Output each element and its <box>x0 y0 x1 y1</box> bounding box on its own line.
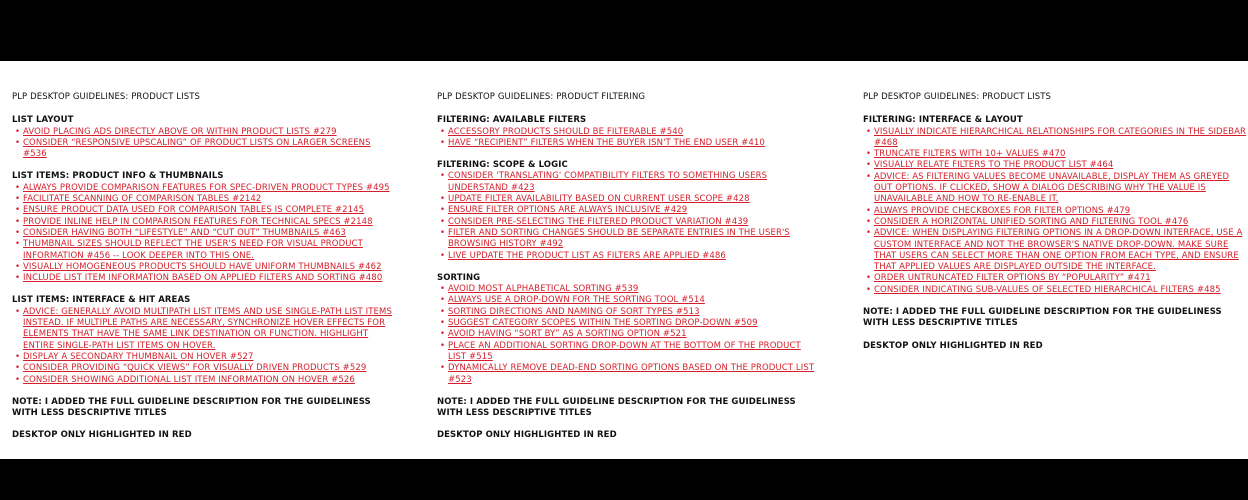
section-heading: FILTERING: INTERFACE & LAYOUT <box>863 115 1023 126</box>
section-sorting <box>437 273 821 386</box>
guideline-link[interactable]: • ADVICE: GENERALLY AVOID MULTIPATH LIST ITEMS AND USE SINGLE-PATH LIST ITEMS INSTEAD. IF MULTIPLE PATHS ARE NECESSARY, SYNCHRONIZE HOVER EFFECTS FOR ELEMENTS THAT HAVE THE SAME LINK DESTINATION OR FUNCTION. HIGHLIGHT ENTIRE SINGLE-PATH LIST ITEMS ON HOVER. <box>12 307 396 352</box>
desktop-legend: DESKTOP ONLY HIGHLIGHTED IN RED <box>12 430 192 441</box>
section-heading: LIST ITEMS: PRODUCT INFO & THUMBNAILS <box>12 171 224 182</box>
guideline-link[interactable]: • AVOID MOST ALPHABETICAL SORTING #539 <box>437 284 821 295</box>
guideline-link[interactable]: • CONSIDER SHOWING ADDITIONAL LIST ITEM INFORMATION ON HOVER #526 <box>12 375 396 386</box>
guideline-link[interactable]: • SORTING DIRECTIONS AND NAMING OF SORT TYPES #513 <box>437 307 821 318</box>
guideline-link[interactable]: • ADVICE: WHEN DISPLAYING FILTERING OPTIONS IN A DROP-DOWN INTERFACE, USE A CUSTOM INTERFACE AND NOT THE BROWSER'S NATIVE DROP-DOWN. MAKE SURE THAT USERS CAN SELECT MORE THAN ONE OPTION FROM EACH TYPE, AND ENSURE THAT APPLIED VALUES ARE DISPLAYED OUTSIDE THE INTERFACE. <box>863 228 1247 273</box>
guideline-link[interactable]: • TRUNCATE FILTERS WITH 10+ VALUES #470 <box>863 149 1247 160</box>
guideline-link[interactable]: • VISUALLY INDICATE HIERARCHICAL RELATIONSHIPS FOR CATEGORIES IN THE SIDEBAR #468 <box>863 127 1247 150</box>
section-heading: LIST LAYOUT <box>12 115 74 126</box>
section-scope-logic <box>437 160 821 262</box>
guideline-link[interactable]: • CONSIDER PRE-SELECTING THE FILTERED PRODUCT VARIATION #439 <box>437 217 821 228</box>
guideline-link[interactable]: • CONSIDER PROVIDING “QUICK VIEWS” FOR VISUALLY DRIVEN PRODUCTS #529 <box>12 363 396 374</box>
column-title: PLP DESKTOP GUIDELINES: PRODUCT LISTS <box>863 92 1052 102</box>
guideline-link[interactable]: • ALWAYS USE A DROP-DOWN FOR THE SORTING TOOL #514 <box>437 295 821 306</box>
guideline-link[interactable]: • PLACE AN ADDITIONAL SORTING DROP-DOWN AT THE BOTTOM OF THE PRODUCT LIST #515 <box>437 341 821 364</box>
guideline-list <box>437 171 821 261</box>
guideline-link[interactable]: • PROVIDE INLINE HELP IN COMPARISON FEATURES FOR TECHNICAL SPECS #2148 <box>12 217 396 228</box>
guideline-list <box>12 183 396 285</box>
guideline-link[interactable]: • ORDER UNTRUNCATED FILTER OPTIONS BY “POPULARITY” #471 <box>863 273 1247 284</box>
note-text: NOTE: I ADDED THE FULL GUIDELINE DESCRIPTION FOR THE GUIDELINESS WITH LESS DESCRIPTIVE TITLES <box>863 307 1222 329</box>
guideline-link[interactable]: • FACILITATE SCANNING OF COMPARISON TABLES #2142 <box>12 194 396 205</box>
guideline-link[interactable]: • DISPLAY A SECONDARY THUMBNAIL ON HOVER #527 <box>12 352 396 363</box>
note-text: NOTE: I ADDED THE FULL GUIDELINE DESCRIPTION FOR THE GUIDELINESS WITH LESS DESCRIPTIVE TITLES <box>437 396 796 419</box>
section-available-filters <box>437 115 821 149</box>
guideline-link[interactable]: • DYNAMICALLY REMOVE DEAD-END SORTING OPTIONS BASED ON THE PRODUCT LIST #523 <box>437 363 821 386</box>
note-text: NOTE: I ADDED THE FULL GUIDELINE DESCRIPTION FOR THE GUIDELINESS WITH LESS DESCRIPTIVE TITLES <box>12 396 371 419</box>
document-sheet <box>0 61 1248 459</box>
column-title: PLP DESKTOP GUIDELINES: PRODUCT LISTS <box>12 92 201 102</box>
guideline-link[interactable]: • LIVE UPDATE THE PRODUCT LIST AS FILTERS ARE APPLIED #486 <box>437 251 821 262</box>
guideline-link[interactable]: • VISUALLY RELATE FILTERS TO THE PRODUCT LIST #464 <box>863 160 1247 171</box>
column-product-lists <box>12 92 396 442</box>
guideline-link[interactable]: • AVOID PLACING ADS DIRECTLY ABOVE OR WITHIN PRODUCT LISTS #279 <box>12 127 396 138</box>
guideline-link[interactable]: • CONSIDER 'TRANSLATING' COMPATIBILITY FILTERS TO SOMETHING USERS UNDERSTAND #423 <box>437 171 821 194</box>
guideline-link[interactable]: • ENSURE FILTER OPTIONS ARE ALWAYS INCLUSIVE #429 <box>437 205 821 216</box>
column-filtering-interface <box>863 92 1247 352</box>
guideline-link[interactable]: • INCLUDE LIST ITEM INFORMATION BASED ON APPLIED FILTERS AND SORTING #480 <box>12 273 396 284</box>
section-heading: SORTING <box>437 272 481 283</box>
guideline-list <box>863 127 1247 296</box>
guideline-link[interactable]: • CONSIDER “RESPONSIVE UPSCALING” OF PRODUCT LISTS ON LARGER SCREENS #536 <box>12 138 396 161</box>
guideline-link[interactable]: • SUGGEST CATEGORY SCOPES WITHIN THE SORTING DROP-DOWN #509 <box>437 318 821 329</box>
section-interface-layout <box>863 115 1247 296</box>
section-product-info <box>12 171 396 284</box>
guideline-link[interactable]: • VISUALLY HOMOGENEOUS PRODUCTS SHOULD HAVE UNIFORM THUMBNAILS #462 <box>12 262 396 273</box>
section-list-layout <box>12 115 396 160</box>
guideline-link[interactable]: • ENSURE PRODUCT DATA USED FOR COMPARISON TABLES IS COMPLETE #2145 <box>12 205 396 216</box>
guideline-link[interactable]: • UPDATE FILTER AVAILABILITY BASED ON CURRENT USER SCOPE #428 <box>437 194 821 205</box>
desktop-legend: DESKTOP ONLY HIGHLIGHTED IN RED <box>437 430 617 441</box>
section-heading: FILTERING: AVAILABLE FILTERS <box>437 115 587 126</box>
guideline-link[interactable]: • ALWAYS PROVIDE COMPARISON FEATURES FOR SPEC-DRIVEN PRODUCT TYPES #495 <box>12 183 396 194</box>
desktop-legend: DESKTOP ONLY HIGHLIGHTED IN RED <box>863 340 1043 351</box>
guideline-link[interactable]: • FILTER AND SORTING CHANGES SHOULD BE SEPARATE ENTRIES IN THE USER'S BROWSING HISTORY #492 <box>437 228 821 251</box>
guideline-list <box>437 127 821 150</box>
guideline-link[interactable]: • CONSIDER HAVING BOTH “LIFESTYLE” AND “CUT OUT” THUMBNAILS #463 <box>12 228 396 239</box>
guideline-list <box>12 307 396 386</box>
guideline-link[interactable]: • CONSIDER INDICATING SUB-VALUES OF SELECTED HIERARCHICAL FILTERS #485 <box>863 285 1247 296</box>
guideline-link[interactable]: • HAVE “RECIPIENT” FILTERS WHEN THE BUYER ISN'T THE END USER #410 <box>437 138 821 149</box>
guideline-list <box>12 127 396 161</box>
guideline-link[interactable]: • AVOID HAVING “SORT BY” AS A SORTING OPTION #521 <box>437 329 821 340</box>
section-hit-areas <box>12 295 396 385</box>
section-heading: LIST ITEMS: INTERFACE & HIT AREAS <box>12 295 191 306</box>
guideline-link[interactable]: • THUMBNAIL SIZES SHOULD REFLECT THE USER'S NEED FOR VISUAL PRODUCT INFORMATION #456 -- LOOK DEEPER INTO THIS ONE. <box>12 239 396 262</box>
guideline-link[interactable]: • CONSIDER A HORIZONTAL UNIFIED SORTING AND FILTERING TOOL #476 <box>863 217 1247 228</box>
guideline-link[interactable]: • ALWAYS PROVIDE CHECKBOXES FOR FILTER OPTIONS #479 <box>863 206 1247 217</box>
section-heading: FILTERING: SCOPE & LOGIC <box>437 160 568 171</box>
column-product-filtering <box>437 92 821 442</box>
guideline-link[interactable]: • ADVICE: AS FILTERING VALUES BECOME UNAVAILABLE, DISPLAY THEM AS GREYED OUT OPTIONS. IF CLICKED, SHOW A DIALOG DESCRIBING WHY THE VALUE IS UNAVAILABLE AND HOW TO RE-ENABLE IT. <box>863 172 1247 206</box>
guideline-list <box>437 284 821 386</box>
guideline-link[interactable]: • ACCESSORY PRODUCTS SHOULD BE FILTERABLE #540 <box>437 127 821 138</box>
column-title: PLP DESKTOP GUIDELINES: PRODUCT FILTERING <box>437 92 646 102</box>
